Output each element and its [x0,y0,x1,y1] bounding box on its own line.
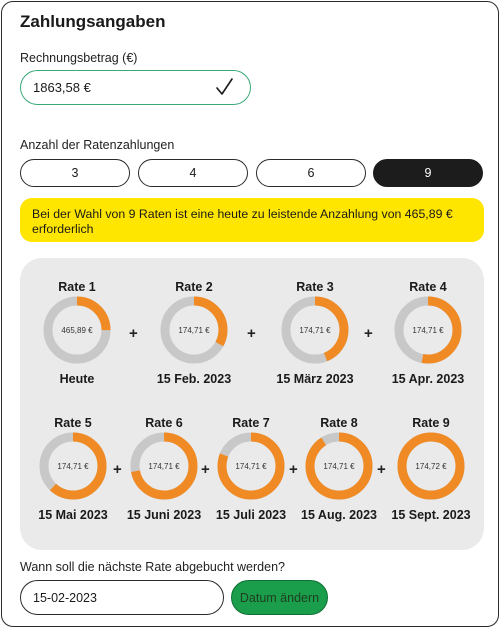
plus-sign: + [289,461,298,478]
rate-date: 15 Juni 2023 [126,508,202,522]
rate-date: Heute [59,372,95,386]
rate-amount: 174,71 € [235,462,267,471]
rate-date: 15 Mai 2023 [38,508,108,522]
next-debit-date-input[interactable] [20,580,224,615]
change-date-button[interactable]: Datum ändern [231,580,328,615]
rate-title: Rate 1 [58,280,96,294]
rate-progress-donut [39,432,107,500]
payment-details-card [1,1,499,627]
page-title: Zahlungsangaben [20,12,166,31]
rate-progress-donut [397,432,465,500]
rates-panel [20,258,484,550]
rate-date: 15 Aug. 2023 [301,508,377,522]
installment-option-4[interactable]: 4 [138,159,248,187]
rate-date: 15 Sept. 2023 [391,508,471,522]
rate-date: 15 Feb. 2023 [156,372,232,386]
rate-item-6 [124,416,204,524]
rate-item-5 [34,416,112,524]
rate-item-1 [39,280,115,388]
rate-progress-donut [130,432,198,500]
rate-item-9 [388,416,474,524]
amount-label: Rechnungsbetrag (€) [20,51,138,65]
rate-progress-donut [305,432,373,500]
installments-selector [20,159,484,187]
rate-progress-donut [160,296,228,364]
rate-title: Rate 8 [320,416,358,430]
rate-item-2 [156,280,232,388]
rate-amount: 174,72 € [415,462,447,471]
plus-sign: + [201,461,210,478]
rate-progress-donut [43,296,111,364]
amount-input[interactable] [20,70,251,105]
plus-sign: + [129,325,138,342]
rate-amount: 174,71 € [57,462,89,471]
rate-title: Rate 4 [409,280,447,294]
plus-sign: + [364,325,373,342]
installment-option-6[interactable]: 6 [256,159,366,187]
amount-value: 1863,58 € [33,80,91,95]
rate-item-8 [298,416,380,524]
checkmark-icon [216,77,234,97]
rate-title: Rate 7 [232,416,270,430]
rate-title: Rate 3 [296,280,334,294]
rate-item-7 [212,416,290,524]
rate-item-3 [272,280,358,388]
rate-date: 15 Apr. 2023 [391,372,465,386]
rate-title: Rate 9 [412,416,450,430]
rate-progress-donut [217,432,285,500]
rate-title: Rate 2 [175,280,213,294]
installments-label: Anzahl der Ratenzahlungen [20,138,175,152]
rate-amount: 465,89 € [61,326,93,335]
plus-sign: + [377,461,386,478]
next-debit-date-value: 15-02-2023 [33,590,97,605]
installment-option-9[interactable]: 9 [373,159,483,187]
rate-amount: 174,71 € [412,326,444,335]
rate-title: Rate 5 [54,416,92,430]
rate-date: 15 Juli 2023 [215,508,287,522]
plus-sign: + [247,325,256,342]
down-payment-notice: Bei der Wahl von 9 Raten ist eine heute zu leistende Anzahlung von 465,89 € erforderlich [20,198,484,242]
rate-amount: 174,71 € [148,462,180,471]
rate-item-4 [390,280,466,388]
rate-amount: 174,71 € [299,326,331,335]
rate-title: Rate 6 [145,416,183,430]
rate-amount: 174,71 € [178,326,210,335]
rate-amount: 174,71 € [323,462,355,471]
next-debit-label: Wann soll die nächste Rate abgebucht werden? [20,560,285,574]
plus-sign: + [113,461,122,478]
installment-option-3[interactable]: 3 [20,159,130,187]
rate-progress-donut [394,296,462,364]
rate-date: 15 März 2023 [276,372,354,386]
rate-progress-donut [281,296,349,364]
